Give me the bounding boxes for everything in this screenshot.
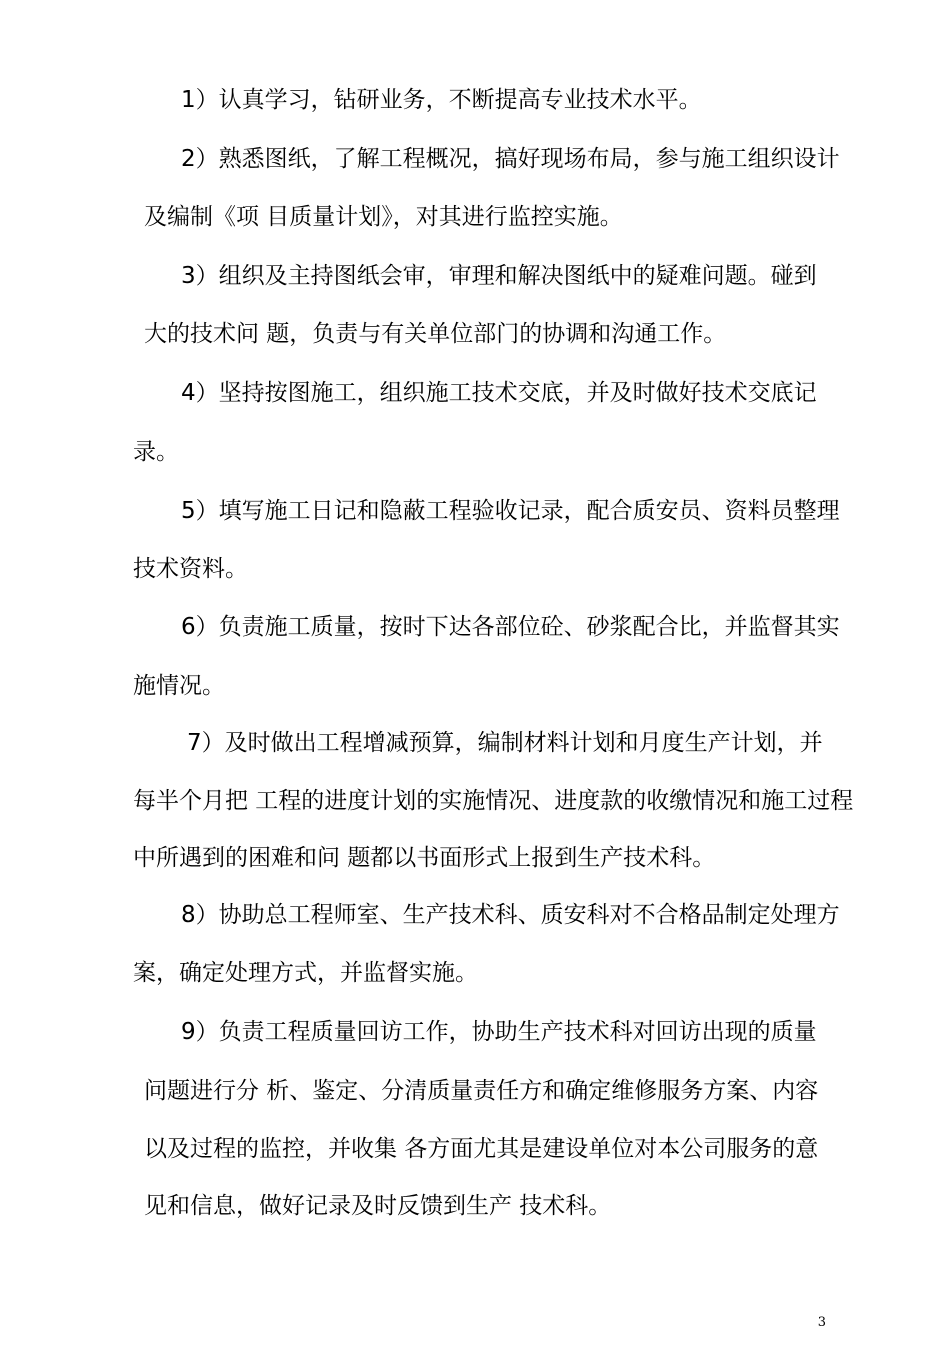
text-line-10: 6）负责施工质量，按时下达各部位砼、砂浆配合比，并监督其实 — [181, 614, 840, 640]
text-line-6: 4）坚持按图施工，组织施工技术交底，并及时做好技术交底记 — [181, 380, 817, 406]
text-line-20: 见和信息，做好记录及时反馈到生产 技术科。 — [144, 1193, 612, 1219]
text-line-8: 5）填写施工日记和隐蔽工程验收记录，配合质安员、资料员整理 — [181, 498, 840, 524]
text-line-18: 问题进行分 析、鉴定、分清质量责任方和确定维修服务方案、内容 — [144, 1078, 819, 1104]
text-line-7: 录。 — [133, 439, 179, 465]
text-line-4: 3）组织及主持图纸会审，审理和解决图纸中的疑难问题。碰到 — [181, 263, 817, 289]
text-line-9: 技术资料。 — [133, 556, 248, 582]
text-line-11: 施情况。 — [133, 673, 225, 699]
text-line-16: 案，确定处理方式，并监督实施。 — [133, 960, 478, 986]
text-line-1: 1）认真学习，钻研业务，不断提高专业技术水平。 — [181, 87, 702, 113]
text-line-15: 8）协助总工程师室、生产技术科、质安科对不合格品制定处理方 — [181, 902, 840, 928]
text-line-3: 及编制《项 目质量计划》，对其进行监控实施。 — [144, 204, 623, 230]
text-line-13: 每半个月把 工程的进度计划的实施情况、进度款的收缴情况和施工过程 — [133, 788, 854, 814]
text-line-19: 以及过程的监控，并收集 各方面尤其是建设单位对本公司服务的意 — [144, 1136, 819, 1162]
text-line-2: 2）熟悉图纸，了解工程概况，搞好现场布局，参与施工组织设计 — [181, 146, 840, 172]
text-line-5: 大的技术问 题，负责与有关单位部门的协调和沟通工作。 — [144, 321, 727, 347]
text-line-17: 9）负责工程质量回访工作，协助生产技术科对回访出现的质量 — [181, 1019, 817, 1045]
page-number: 3 — [817, 1315, 826, 1330]
text-line-14: 中所遇到的困难和问 题都以书面形式上报到生产技术科。 — [133, 845, 716, 871]
text-line-12: 7）及时做出工程增减预算，编制材料计划和月度生产计划，并 — [187, 730, 823, 756]
